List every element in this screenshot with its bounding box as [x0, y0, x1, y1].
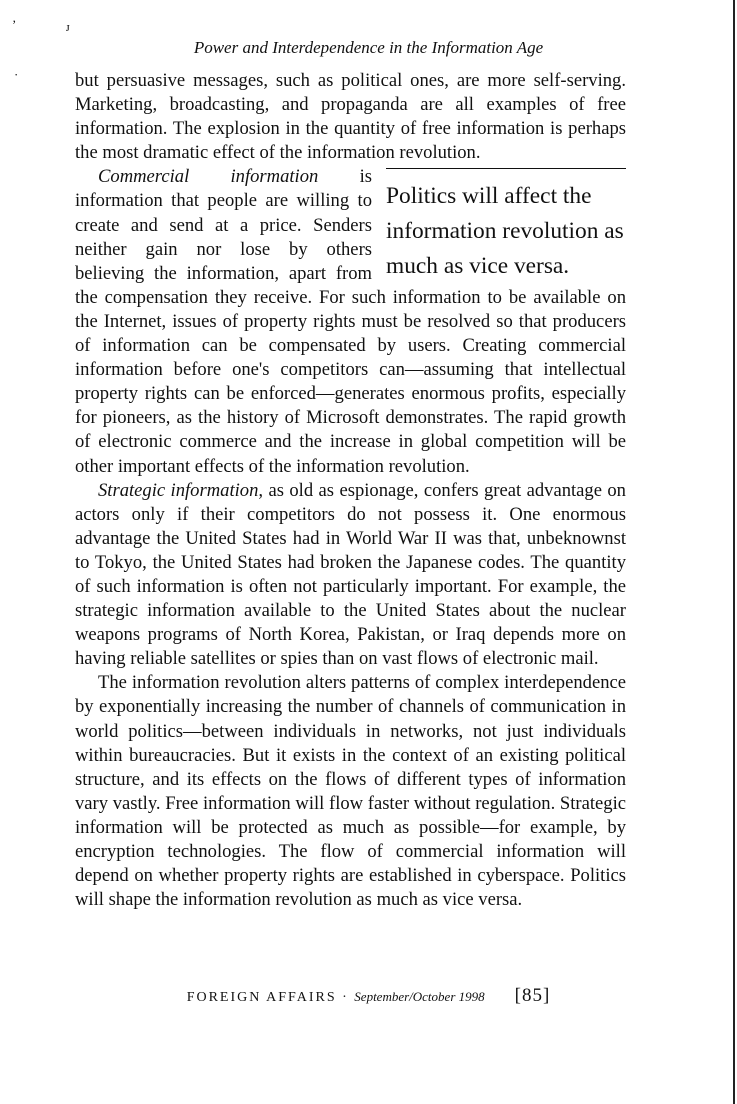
- scan-mark: ·: [14, 67, 19, 82]
- paragraph-information-revolution: The information revolution alters patterns of complex interdependence by exponentially increasing the number of channels of communication in world politics—between individuals in networks, not just individuals within bureaucracies. But it exists in the context of an existing political structure, and its effects on the flows of different types of information vary vastly. Free information will flow faster without regulation. Strategic information will be protected as much as possible—for example, by encryption technologies. The flow of commercial information will depend on whether property rights are established in cyberspace. Politics will shape the information revolution as much as vice versa.: [75, 672, 626, 911]
- footer-separator: ·: [336, 990, 355, 1005]
- term-commercial-information: Commercial information: [98, 166, 319, 188]
- journal-name: FOREIGN AFFAIRS: [186, 990, 337, 1005]
- paragraph-free-information: but persuasive messages, such as political ones, are more self-serving. Marketing, broadcasting, and propaganda are all examples of free information. The explosion in the quantity of free information is perhaps the most dramatic effect of the information revolution.: [75, 70, 626, 164]
- paragraph-text: is information that people are willing to create and send at a price. Senders neither gain nor lose by others believing the information, apart from the compensation they receive. For such information to be available on the Internet, issues of property rights must be resolved so that producers of information can be compensated by users. Creating commercial information before one's competitors can—assuming that intellectual property rights can be enforced—generates enormous profits, especially for pioneers, as the history of Microsoft demonstrates. The rapid growth of electronic commerce and the increase in global competition will be other important effects of the information revolution.: [75, 166, 626, 477]
- pull-quote-text: Politics will affect the information revolution as much as vice versa.: [386, 183, 624, 280]
- scan-mark: ’: [12, 17, 17, 32]
- issue-date: September/October 1998: [354, 989, 485, 1004]
- page-number: [85]: [514, 985, 551, 1006]
- scan-mark: ᴊ: [66, 19, 70, 34]
- article-body: [75, 69, 626, 912]
- paragraph-text: as old as espionage, confers great advantage on actors only if their competitors do not possess it. One enormous advantage the United States had in World War II was that, unbeknownst to Tokyo, the United States had broken the Japanese codes. The quantity of such information is often not particularly important. For example, the strategic information available to the United States about the nuclear weapons programs of North Korea, Pakistan, or Iraq depends more on having reliable satellites or spies than on vast flows of electronic mail.: [75, 479, 626, 670]
- paragraph-strategic-information: [75, 479, 626, 672]
- page-footer: [0, 985, 737, 1007]
- term-strategic-information: Strategic information,: [98, 479, 264, 501]
- scan-edge-line: [733, 0, 735, 1104]
- running-header: Power and Interdependence in the Information Age: [193, 38, 544, 57]
- pull-quote: [386, 168, 626, 284]
- paragraph-commercial-information: [75, 165, 626, 478]
